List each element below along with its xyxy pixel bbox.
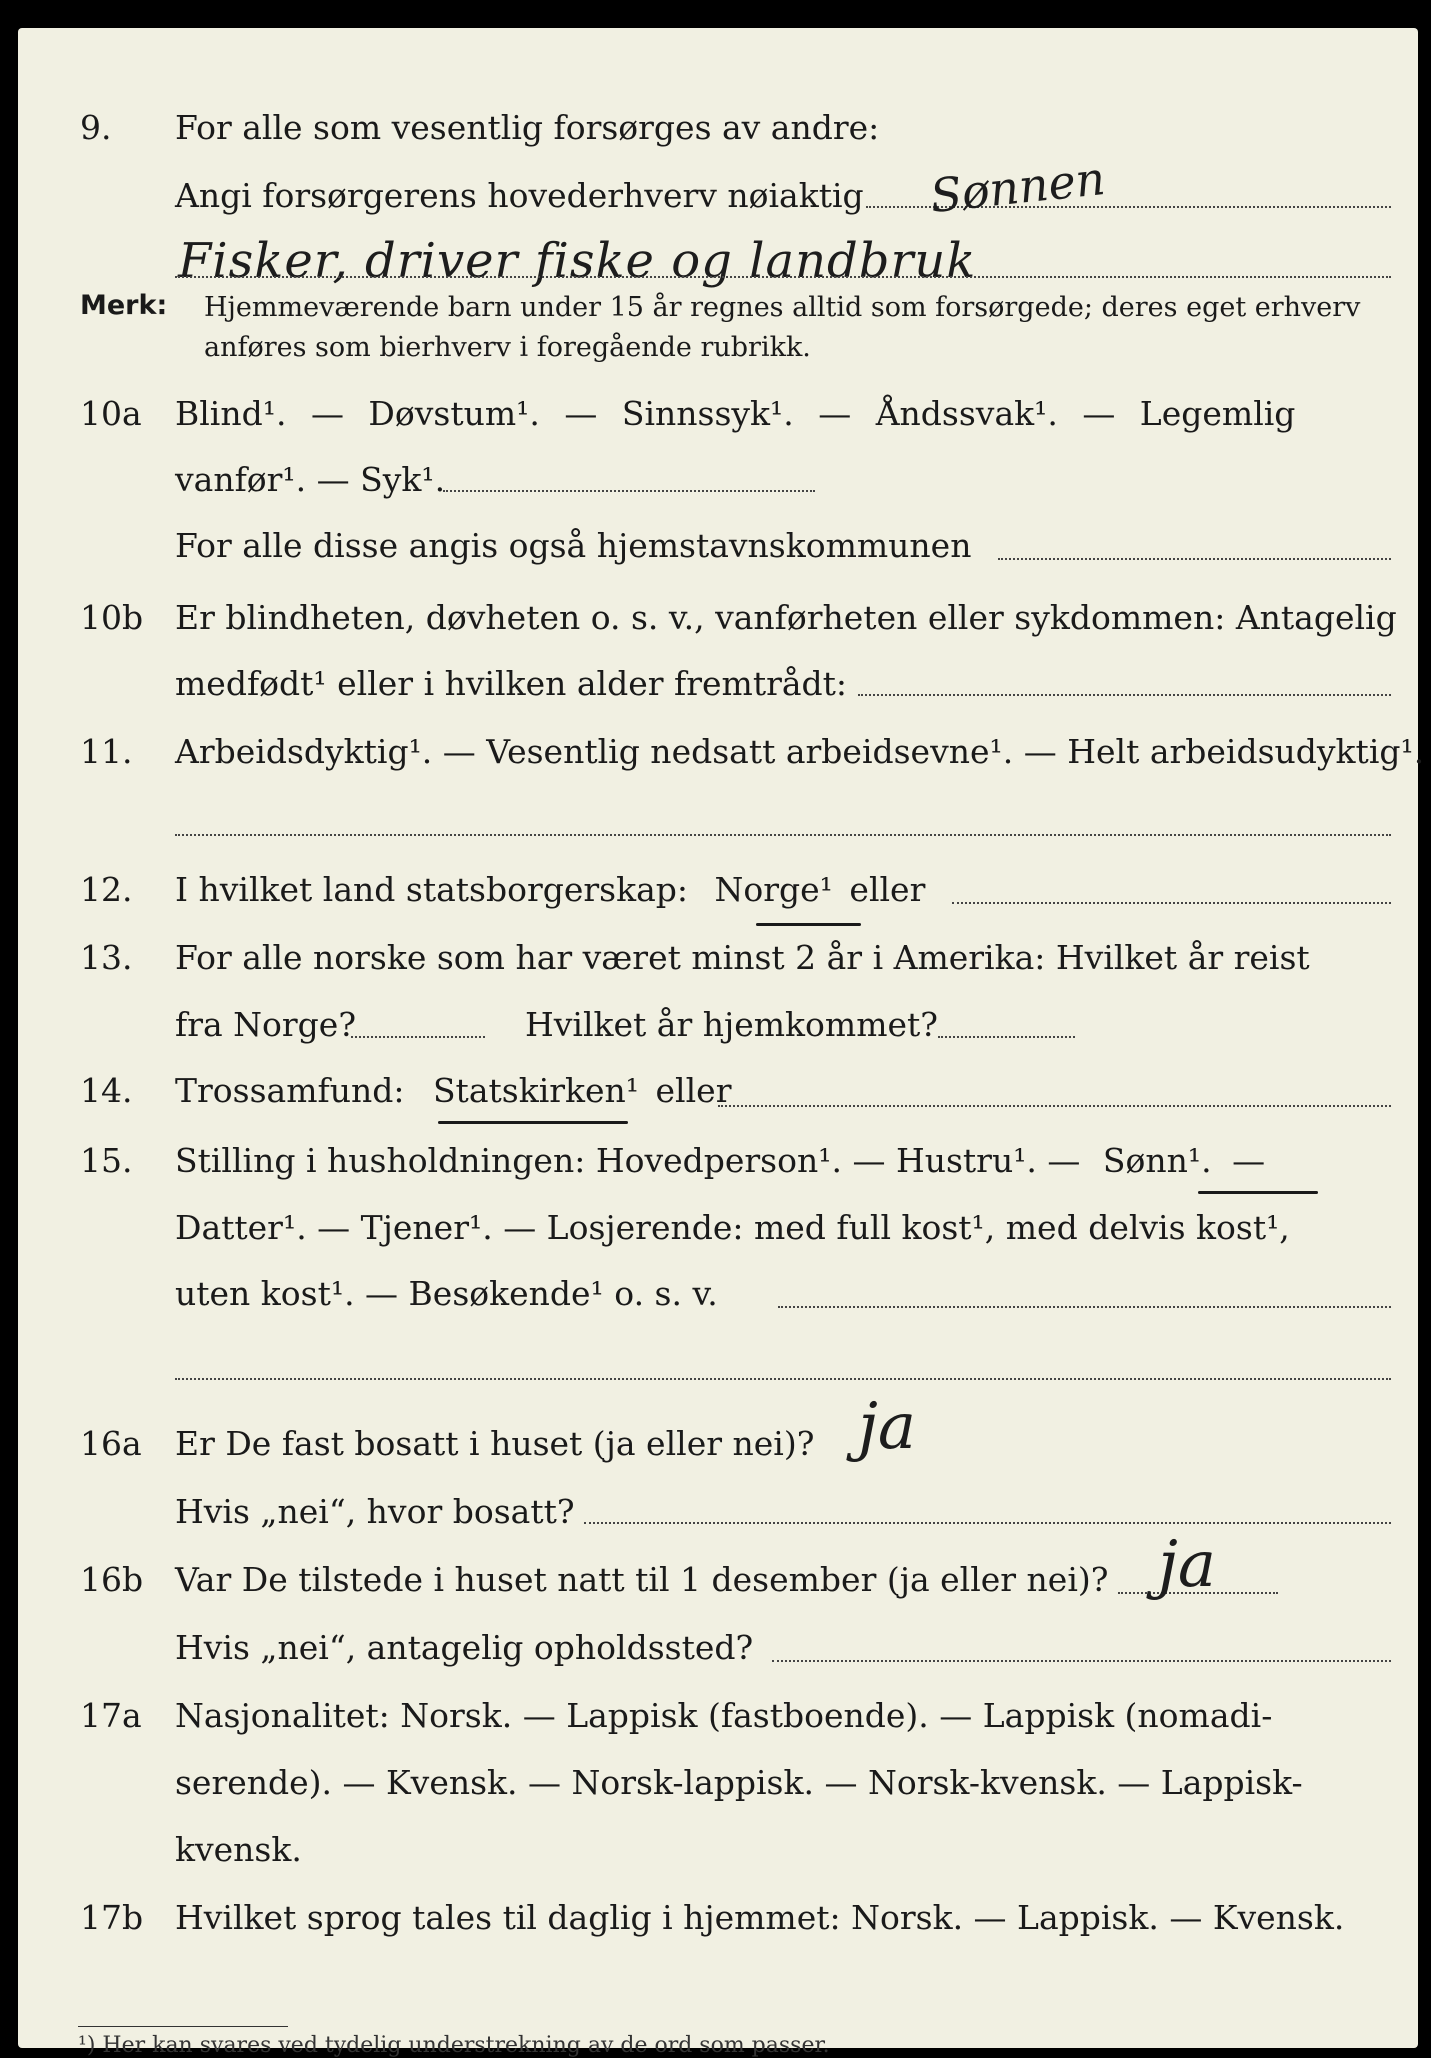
- q16a-handwritten-answer: ja: [858, 1390, 916, 1464]
- q13-line2a: fra Norge?: [175, 1005, 357, 1044]
- q10b-answer-line: [858, 694, 1391, 696]
- q10b-number: 10b: [80, 598, 144, 637]
- q10a-number: 10a: [80, 394, 142, 433]
- q15-text-a: Stilling i husholdningen: Hovedperson¹. — Hustru¹. —: [175, 1141, 1081, 1180]
- q17a-line2: serende). — Kvensk. — Norsk-lappisk. — Norsk-kvensk. — Lappisk-: [175, 1763, 1303, 1802]
- q10b-line2: medfødt¹ eller i hvilken alder fremtrådt:: [175, 664, 848, 703]
- q17a-line1: Nasjonalitet: Norsk. — Lappisk (fastboende). — Lappisk (nomadi-: [175, 1696, 1273, 1735]
- q12-text: I hvilket land statsborgerskap:: [175, 870, 689, 909]
- q9-line2: Angi forsørgerens hovederhverv nøiaktig: [175, 176, 864, 215]
- census-form-page: [18, 28, 1425, 2058]
- q9-handwritten-b: Fisker, driver fiske og landbruk: [178, 233, 977, 289]
- q10b-line1: Er blindheten, døvheten o. s. v., vanførheten eller sykdommen: Antagelig: [175, 598, 1397, 637]
- q10a-line3: For alle disse angis også hjemstavnskommunen: [175, 526, 972, 565]
- q15-line2: Datter¹. — Tjener¹. — Losjerende: med full kost¹, med delvis kost¹,: [175, 1208, 1290, 1247]
- q17b-line1: Hvilket sprog tales til daglig i hjemmet: Norsk. — Lappisk. — Kvensk.: [175, 1898, 1345, 1937]
- q13-hjemkommet-line: [938, 1036, 1075, 1038]
- q15-line1: [175, 1141, 1265, 1180]
- q14-answer-line: [718, 1105, 1391, 1107]
- q9-answer-line-2: [175, 276, 1391, 278]
- q9-line1: For alle som vesentlig forsørges av andre:: [175, 108, 880, 147]
- q12-line1: [175, 870, 925, 909]
- q16b-number: 16b: [80, 1560, 144, 1599]
- q10a-kommune-line: [998, 558, 1391, 560]
- q14-label: Trossamfund:: [175, 1071, 405, 1110]
- q13-number: 13.: [80, 938, 133, 977]
- q16a-line2: Hvis „nei“, hvor bosatt?: [175, 1492, 575, 1531]
- q15-line3: uten kost¹. — Besøkende¹ o. s. v.: [175, 1274, 718, 1313]
- q14-line1: [175, 1071, 731, 1110]
- q10a-syk-line: [443, 490, 815, 492]
- q13-line1: For alle norske som har været minst 2 år i Amerika: Hvilket år reist: [175, 938, 1310, 977]
- q15-answer-line-2: [175, 1378, 1391, 1380]
- merk-label: Merk:: [80, 290, 168, 321]
- q17b-number: 17b: [80, 1898, 144, 1937]
- q16b-opholdssted-line: [772, 1660, 1391, 1662]
- q17a-number: 17a: [80, 1696, 142, 1735]
- q15-answer-line: [778, 1306, 1391, 1308]
- q9-number: 9.: [80, 108, 112, 147]
- q11-line1: Arbeidsdyktig¹. — Vesentlig nedsatt arbeidsevne¹. — Helt arbeidsudyktig¹.: [175, 732, 1425, 771]
- q11-answer-line: [175, 834, 1391, 836]
- q13-reist-line: [351, 1036, 485, 1038]
- q14-statskirken: Statskirken¹: [432, 1071, 640, 1110]
- q16a-line1: Er De fast bosatt i huset (ja eller nei)?: [175, 1424, 815, 1463]
- footnote-rule: [78, 2026, 288, 2027]
- merk-line1: Hjemmeværende barn under 15 år regnes alltid som forsørgede; deres eget erhverv: [204, 292, 1361, 323]
- q15-sonn-underline: [1198, 1191, 1318, 1194]
- q15-text-b: —: [1232, 1141, 1266, 1180]
- q16a-answer-line: [584, 1522, 1391, 1524]
- q12-answer-line: [952, 902, 1391, 904]
- q17a-line3: kvensk.: [175, 1830, 302, 1869]
- q13-line2b: Hvilket år hjemkommet?: [525, 1005, 938, 1044]
- q10a-line2: vanfør¹. — Syk¹.: [175, 460, 446, 499]
- q9-handwritten-a: Sønnen: [927, 150, 1108, 224]
- q10a-line1: Blind¹. — Døvstum¹. — Sinnssyk¹. — Åndssvak¹. — Legemlig: [175, 394, 1296, 433]
- merk-line2: anføres som bierhverv i foregående rubrikk.: [204, 332, 811, 363]
- q16b-handwritten-answer: ja: [1158, 1528, 1216, 1602]
- q12-norge-underline: [756, 923, 861, 926]
- q14-eller: eller: [655, 1071, 732, 1110]
- q16b-line2: Hvis „nei“, antagelig opholdssted?: [175, 1628, 754, 1667]
- q14-statskirken-underline: [438, 1121, 628, 1124]
- q15-number: 15.: [80, 1141, 133, 1180]
- footnote: ¹) Her kan svares ved tydelig understrekning av de ord som passer.: [78, 2033, 830, 2058]
- q16b-line1: Var De tilstede i huset natt til 1 desember (ja eller nei)?: [175, 1560, 1109, 1599]
- q15-sonn: Sønn¹.: [1102, 1141, 1212, 1180]
- q14-number: 14.: [80, 1071, 133, 1110]
- q12-norge: Norge¹: [714, 870, 833, 909]
- q12-number: 12.: [80, 870, 133, 909]
- q11-number: 11.: [80, 732, 133, 771]
- q16a-number: 16a: [80, 1424, 142, 1463]
- q12-eller: eller: [849, 870, 926, 909]
